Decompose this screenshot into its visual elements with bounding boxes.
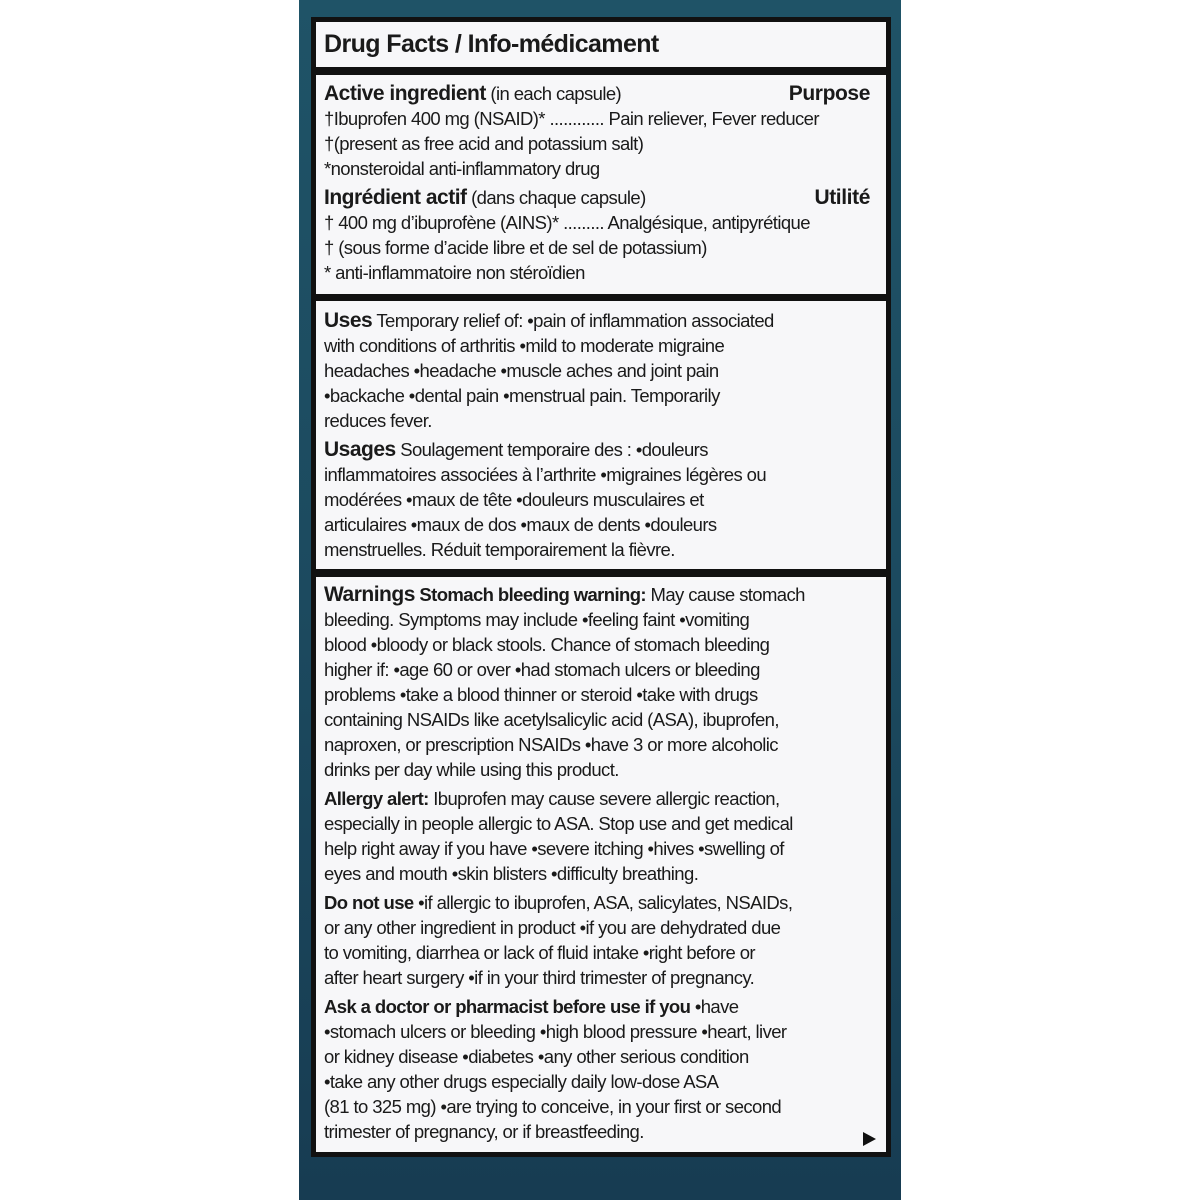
section-heading: Ingrédient actif	[324, 186, 467, 209]
text-line	[324, 994, 886, 1019]
subheading: Ask a doctor or pharmacist before use if you	[324, 996, 691, 1017]
section-heading: Active ingredient	[324, 82, 486, 105]
text: •have	[690, 996, 739, 1017]
text-line	[324, 1019, 886, 1044]
text: menstruelles. Réduit temporairement la fièvre.	[324, 539, 675, 560]
text: reduces fever.	[324, 410, 432, 431]
text-line	[324, 607, 886, 632]
text: problems •take a blood thinner or steroid •take with drugs	[324, 684, 758, 705]
text-line	[324, 383, 886, 408]
drug-facts-title: Drug Facts / Info-médicament	[324, 30, 659, 58]
text: blood •bloody or black stools. Chance of stomach bleeding	[324, 634, 770, 655]
paragraph	[324, 582, 886, 782]
paragraph	[324, 890, 886, 990]
text: •if allergic to ibuprofen, ASA, salicylates, NSAIDs,	[413, 892, 793, 913]
text: Soulagement temporaire des : •douleurs	[395, 439, 708, 460]
text-line	[324, 106, 886, 131]
text-line	[324, 915, 886, 940]
drug-facts-title-section	[316, 22, 886, 67]
text: eyes and mouth •skin blisters •difficulty breathing.	[324, 863, 699, 884]
text: articulaires •maux de dos •maux de dents •douleurs	[324, 514, 717, 535]
text-line	[324, 1044, 886, 1069]
text-line	[324, 965, 886, 990]
column-heading: Utilité	[814, 186, 870, 209]
text-line	[324, 131, 886, 156]
text: Ibuprofen may cause severe allergic reaction,	[428, 788, 780, 809]
uses-section	[316, 301, 886, 569]
text-line	[324, 185, 886, 210]
text: naproxen, or prescription NSAIDs •have 3 or more alcoholic	[324, 734, 778, 755]
text: † (sous forme d’acide libre et de sel de potassium)	[324, 237, 707, 258]
text-line	[324, 235, 886, 260]
text: *nonsteroidal anti-inflammatory drug	[324, 158, 600, 179]
text: to vomiting, diarrhea or lack of fluid intake •right before or	[324, 942, 755, 963]
text-line	[324, 1094, 886, 1119]
text: (in each capsule)	[485, 83, 622, 104]
text: •take any other drugs especially daily low-dose ASA	[324, 1071, 719, 1092]
text: •backache •dental pain •menstrual pain. Temporarily	[324, 385, 720, 406]
text-line	[324, 308, 886, 333]
text-line	[324, 333, 886, 358]
text: higher if: •age 60 or over •had stomach ulcers or bleeding	[324, 659, 760, 680]
text: Temporary relief of: •pain of inflammation associated	[372, 310, 774, 331]
paragraph	[324, 81, 886, 181]
text-line	[324, 1069, 886, 1094]
text-line	[324, 732, 886, 757]
text: or any other ingredient in product •if you are dehydrated due	[324, 917, 781, 938]
text: containing NSAIDs like acetylsalicylic acid (ASA), ibuprofen,	[324, 709, 779, 730]
text: † 400 mg d’ibuprofène (AINS)* ......... Analgésique, antipyrétique	[324, 212, 810, 233]
text: (dans chaque capsule)	[466, 187, 646, 208]
text-line	[324, 707, 886, 732]
text-line	[324, 582, 886, 607]
text: (81 to 325 mg) •are trying to conceive, in your first or second	[324, 1096, 782, 1117]
paragraph	[324, 994, 886, 1144]
text-line	[324, 537, 886, 562]
text: or kidney disease •diabetes •any other serious condition	[324, 1046, 749, 1067]
text-line	[324, 940, 886, 965]
text-line	[324, 632, 886, 657]
text-line	[324, 757, 886, 782]
text: †Ibuprofen 400 mg (NSAID)* ............ Pain reliever, Fever reducer	[324, 108, 819, 129]
text-line	[324, 811, 886, 836]
text-line	[324, 890, 886, 915]
section-heading: Uses	[324, 309, 373, 332]
text-line	[324, 657, 886, 682]
text: * anti-inflammatoire non stéroïdien	[324, 262, 585, 283]
text: •stomach ulcers or bleeding •high blood pressure •heart, liver	[324, 1021, 787, 1042]
text-line	[324, 210, 886, 235]
continue-arrow-icon	[863, 1132, 876, 1146]
text-line	[324, 1119, 886, 1144]
subheading: Allergy alert:	[324, 788, 429, 809]
text: especially in people allergic to ASA. Stop use and get medical	[324, 813, 793, 834]
text-line	[324, 260, 886, 285]
subheading: Stomach bleeding warning:	[414, 584, 646, 605]
column-heading: Purpose	[788, 82, 870, 105]
paragraph	[324, 308, 886, 433]
active-ingredient-section	[316, 75, 886, 294]
text: headaches •headache •muscle aches and joint pain	[324, 360, 719, 381]
text-line	[324, 358, 886, 383]
text-line	[324, 861, 886, 886]
text-line	[324, 786, 886, 811]
warnings-section	[316, 577, 886, 1152]
text: May cause stomach	[645, 584, 805, 605]
text-line	[324, 836, 886, 861]
section-heading: Usages	[324, 438, 396, 461]
text-line	[324, 437, 886, 462]
text: trimester of pregnancy, or if breastfeeding.	[324, 1121, 644, 1142]
subheading: Do not use	[324, 892, 414, 913]
text: modérées •maux de tête •douleurs musculaires et	[324, 489, 704, 510]
text-line	[324, 512, 886, 537]
text: †(present as free acid and potassium salt)	[324, 133, 644, 154]
text-line	[324, 408, 886, 433]
text-line	[324, 682, 886, 707]
text-line	[324, 487, 886, 512]
text: bleeding. Symptoms may include •feeling faint •vomiting	[324, 609, 750, 630]
paragraph	[324, 786, 886, 886]
text: with conditions of arthritis •mild to moderate migraine	[324, 335, 725, 356]
text-line	[324, 462, 886, 487]
text-line	[324, 81, 886, 106]
text: after heart surgery •if in your third trimester of pregnancy.	[324, 967, 755, 988]
text: inflammatoires associées à l’arthrite •migraines légères ou	[324, 464, 767, 485]
section-heading: Warnings	[324, 583, 415, 606]
paragraph	[324, 437, 886, 562]
text: help right away if you have •severe itching •hives •swelling of	[324, 838, 784, 859]
text-line	[324, 156, 886, 181]
paragraph	[324, 185, 886, 285]
text: drinks per day while using this product.	[324, 759, 619, 780]
